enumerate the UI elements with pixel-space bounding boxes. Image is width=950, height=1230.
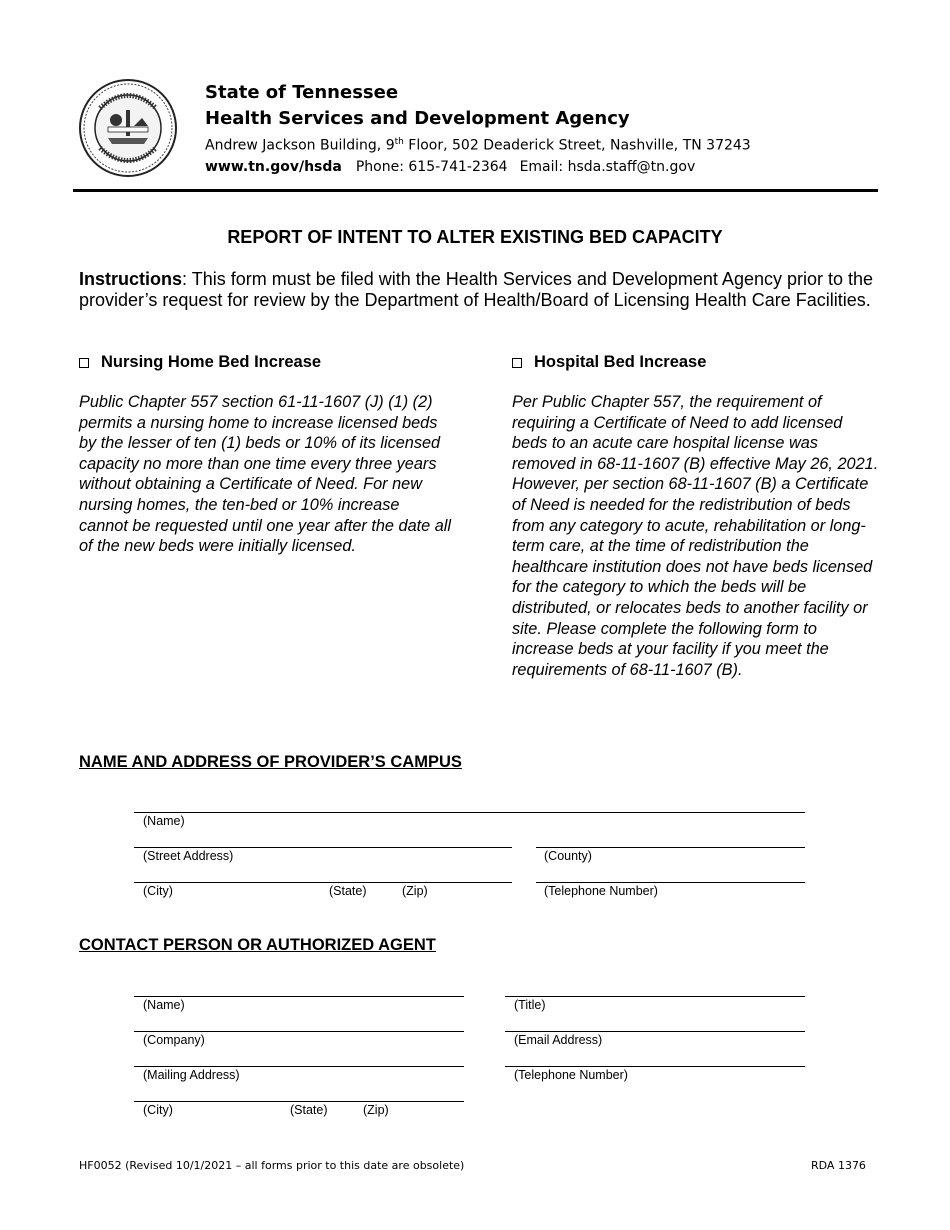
contact-zip-label: (Zip) xyxy=(363,1103,389,1117)
contact-state-label: (State) xyxy=(290,1103,328,1117)
nursing-home-option[interactable] xyxy=(79,353,321,372)
contact-name-line[interactable] xyxy=(134,996,464,997)
provider-telephone-line[interactable] xyxy=(536,882,805,883)
contact-section-heading: CONTACT PERSON OR AUTHORIZED AGENT xyxy=(79,936,436,954)
hospital-description: Per Public Chapter 557, the requirement of requiring a Certificate of Need to add licensed beds to an acute care hospital license was removed in 68-11-1607 (B) effective May 26, 2021. However, per section 68-11-1607 (B) a Certificate of Need is needed for the redistribution of beds from any category to acute, rehabilitation or long-term care, at the time of redistribution the healthcare institution does not have beds licensed for the category to which the beds will be distributed, or relocates beds to another facility or site. Please complete the following form to increase beds at your facility if you meet the requirements of 68-11-1607 (B). xyxy=(512,393,879,679)
hospital-label: Hospital Bed Increase xyxy=(534,353,707,371)
provider-city-label: (City) xyxy=(143,884,173,898)
contact-company-line[interactable] xyxy=(134,1031,464,1032)
hospital-option[interactable] xyxy=(512,353,706,372)
contact-company-label: (Company) xyxy=(143,1033,205,1047)
contact-telephone-line[interactable] xyxy=(505,1066,805,1067)
nursing-home-description: Public Chapter 557 section 61-11-1607 (J) (1) (2) permits a nursing home to increase licensed beds by the lesser of ten (1) beds or 10% of its licensed capacity no more than one time every three years without obtaining a Certificate of Need. For new nursing homes, the ten-bed or 10% increase cannot be requested until one year after the date all of the new beds were initially licensed. xyxy=(79,393,452,556)
instructions xyxy=(79,269,879,311)
agency-website[interactable]: www.tn.gov/hsda xyxy=(205,158,342,175)
instructions-label: Instructions xyxy=(79,269,183,289)
nursing-home-checkbox[interactable] xyxy=(79,358,89,368)
contact-email-line[interactable] xyxy=(505,1031,805,1032)
contact-title-label: (Title) xyxy=(514,998,546,1012)
provider-county-line[interactable] xyxy=(536,847,805,848)
provider-section-heading: NAME AND ADDRESS OF PROVIDER’S CAMPUS xyxy=(79,753,462,771)
contact-city-line[interactable] xyxy=(134,1101,464,1102)
rda-number: RDA 1376 xyxy=(811,1159,866,1172)
agency-email[interactable]: Email: hsda.staff@tn.gov xyxy=(519,158,696,175)
contact-mailing-label: (Mailing Address) xyxy=(143,1068,240,1082)
agency-name: Health Services and Development Agency xyxy=(205,108,630,129)
state-seal xyxy=(78,78,178,178)
provider-telephone-label: (Telephone Number) xyxy=(544,884,658,898)
contact-name-label: (Name) xyxy=(143,998,185,1012)
contact-email-label: (Email Address) xyxy=(514,1033,603,1047)
form-title: REPORT OF INTENT TO ALTER EXISTING BED CAPACITY xyxy=(227,227,723,247)
instructions-text: : This form must be filed with the Health Services and Development Agency prior to the provider’s request for review by the Department of Health/Board of Licensing Health Care Facilities. xyxy=(79,269,874,310)
contact-title-line[interactable] xyxy=(505,996,805,997)
provider-name-label: (Name) xyxy=(143,814,185,828)
header-divider xyxy=(73,189,878,192)
provider-zip-label: (Zip) xyxy=(402,884,428,898)
hospital-checkbox[interactable] xyxy=(512,358,522,368)
agency-phone: Phone: 615-741-2364 xyxy=(355,158,508,175)
contact-telephone-label: (Telephone Number) xyxy=(514,1068,628,1082)
agency-address: Andrew Jackson Building, 9th Floor, 502 Deaderick Street, Nashville, TN 37243 xyxy=(205,137,751,154)
contact-city-label: (City) xyxy=(143,1103,173,1117)
provider-name-line[interactable] xyxy=(134,812,805,813)
state-name: State of Tennessee xyxy=(205,82,399,103)
provider-county-label: (County) xyxy=(544,849,592,863)
provider-street-label: (Street Address) xyxy=(143,849,234,863)
nursing-home-label: Nursing Home Bed Increase xyxy=(101,353,322,371)
provider-street-line[interactable] xyxy=(134,847,512,848)
form-id-footer: HF0052 (Revised 10/1/2021 – all forms prior to this date are obsolete) xyxy=(79,1159,465,1172)
provider-city-line[interactable] xyxy=(134,882,512,883)
agency-contact xyxy=(205,157,751,178)
contact-mailing-line[interactable] xyxy=(134,1066,464,1067)
provider-state-label: (State) xyxy=(329,884,367,898)
agency-header xyxy=(205,80,751,178)
